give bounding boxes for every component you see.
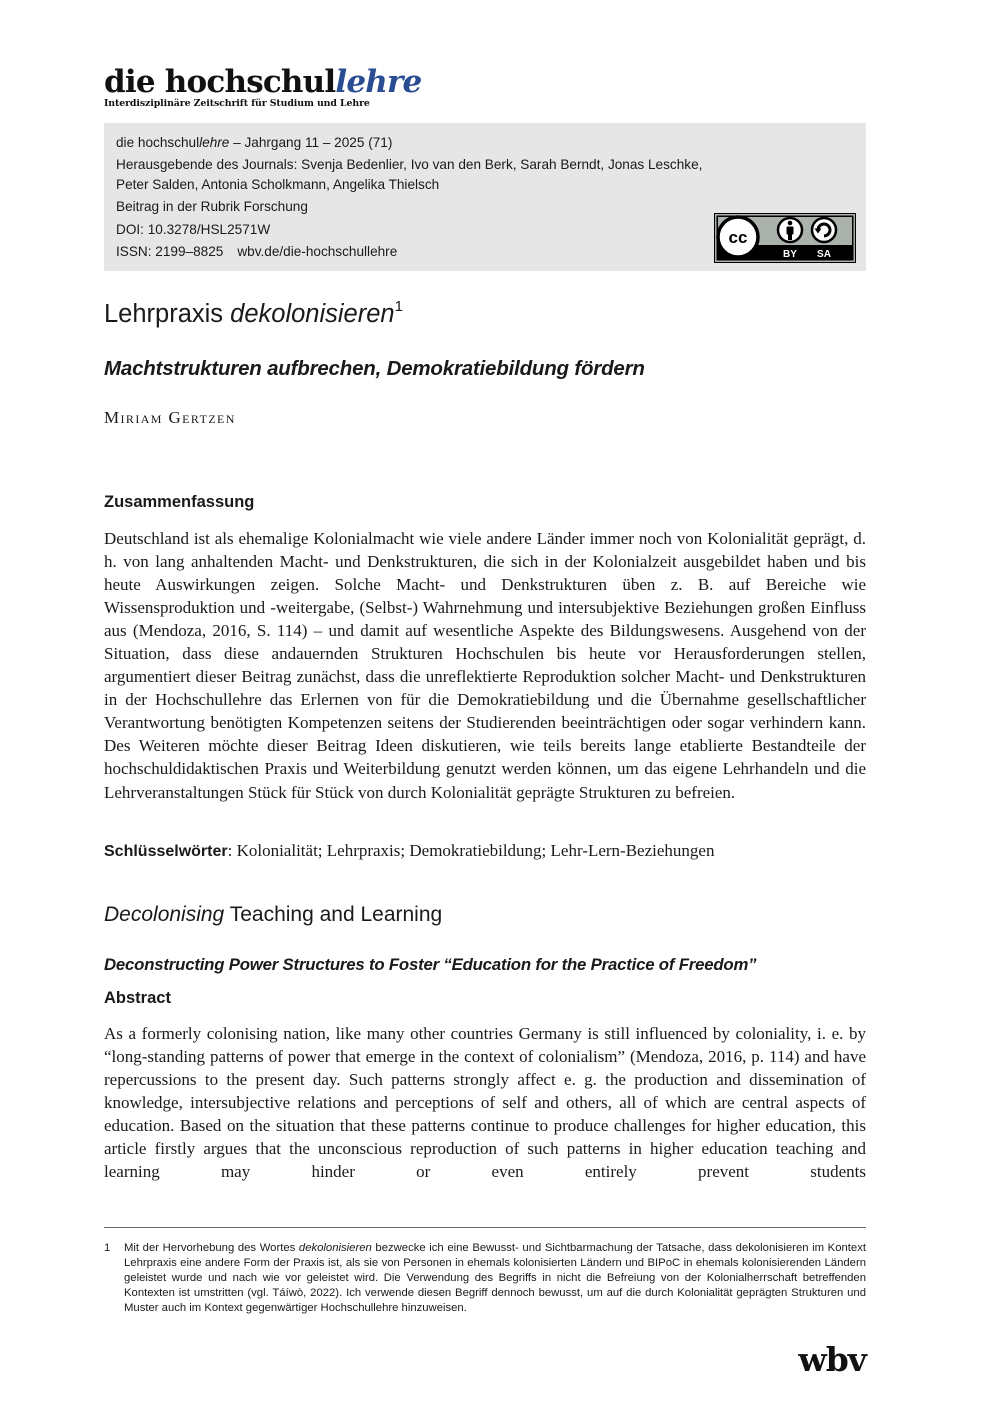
footnote-text: Mit der Hervorhebung des Wortes dekolonisieren bezwecke ich eine Bewusst- und Sichtbarmachung der Tatsache, dass dekolonisieren im Kontext Lehrpraxis eine andere Form der Praxis ist, als sie von Personen in ehemals kolonisierten Ländern und BIPoC in ehemals kolonisierenden Ländern geleistet wurde und nach wie vor geleistet wird. Die Verwendung des Begriffs in nicht die Befreiung von der Kolonialherrschaft betreffenden Kontexten ist umstritten (vgl. Táíwò, 2022). Ich verwende diesen Begriff dennoch bewusst, um auf die durch Kolonialität geprägten Strukturen und Muster auch im Kontext gegenwärtiger Hochschullehre hinzuweisen. [124,1242,866,1314]
article-doi[interactable]: DOI: 10.3278/HSL2571W [116,221,271,237]
abstract-text: As a formerly colonising nation, like many other countries Germany is still influenced by coloniality, i. e. by “long-standing patterns of power that emerge in the context of colonialism” (Mendoza, 2016, p. 114) and have repercussions to the present day. Such patterns strongly affect e. g. the production and dissemination of knowledge, intersubjective relations and perceptions of self and others, all of which are central aspects of education. Based on the situation that these patterns continue to produce challenges for higher education, this article firstly argues that the unconscious reproduction of such patterns in higher education teaching and learning may hinder or even entirely prevent students [104,1024,866,1182]
footnote-marker[interactable]: 1 [394,298,403,315]
footnote [104,1241,866,1316]
article-author: Miriam Gertzen [104,408,236,427]
english-title: Decolonising Teaching and Learning [104,903,443,926]
english-subtitle: Deconstructing Power Structures to Foster “Education for the Practice of Freedom” [104,955,757,974]
cc-by-sa-icon[interactable] [714,213,856,263]
article-rubric: Beitrag in der Rubrik Forschung [116,199,308,215]
publisher-logo: wbv [798,1340,866,1379]
svg-text:SA: SA [817,249,831,260]
svg-text:cc: cc [728,228,748,247]
article-title: Lehrpraxis dekolonisieren$^1$ [104,298,403,328]
keywords-label: Schlüsselwörter [104,843,228,860]
footnote-divider [104,1227,866,1228]
zusammenfassung-heading: Zusammenfassung [104,493,255,511]
svg-text:BY: BY [783,249,797,260]
article-subtitle: Machtstrukturen aufbrechen, Demokratiebildung fördern [104,357,645,380]
journal-issue-line: die hochschullehre – Jahrgang 11 – 2025 (71) [116,135,393,150]
abstract-heading: Abstract [104,989,171,1007]
footnote-number: 1 [104,1242,111,1254]
journal-logo: die hochschullehre [104,64,422,100]
journal-website-link[interactable]: wbv.de/die-hochschullehre [237,244,398,260]
journal-editors-line-2: Peter Salden, Antonia Scholkmann, Angelika Thielsch [116,176,440,192]
journal-editors-line-1: Herausgebende des Journals: Svenja Bedenlier, Ivo van den Berk, Sarah Berndt, Jonas Leschke, [116,156,703,172]
zusammenfassung-text: Deutschland ist als ehemalige Kolonialmacht wie viele andere Länder immer noch von Kolonialität geprägt, d. h. von lang anhaltenden Macht- und Denkstrukturen, die sich in der Kolonialzeit ausgebildet haben und bis heute Auswirkungen zeigen. Solche Macht- und Denkstrukturen üben z. B. auf Bereiche wie Wissensproduktion und -weitergabe, (Selbst-) Wahrnehmung und intersubjektive Beziehungen großen Einfluss aus (Mendoza, 2016, S. 114) – und damit auf wesentliche Aspekte des Bildungswesens. Ausgehend von der Situation, dass diese andauernden Strukturen Hochschulen bis heute vor Herausforderungen stellen, argumentiert dieser Beitrag zunächst, dass die unreflektierte Reproduktion solcher Macht- und Denkstrukturen in der Hochschullehre das Erlernen von für die Demokratiebildung und die Übernahme gesellschaftlicher Verantwortung benötigten Kompetenzen seitens der Studierenden beeinträchtigen oder sogar verhindern kann. Des Weiteren möchte dieser Beitrag Ideen diskutieren, wie teils bereits lange etablierte Bestandteile der hochschuldidaktischen Praxis und Weiterbildung genutzt werden können, um das eigene Lehrhandeln und die Lehrveranstaltungen Stück für Stück von durch Kolonialität geprägte Strukturen zu befreien. [104,529,866,802]
journal-info-box [104,123,866,271]
keywords-line [104,841,866,861]
journal-logo-subtitle: Interdisziplinäre Zeitschrift für Studium und Lehre [104,98,370,109]
journal-masthead [104,66,434,110]
keywords-list: : Kolonialität; Lehrpraxis; Demokratiebildung; Lehr-Lern-Beziehungen [227,841,715,860]
journal-issn: ISSN: 2199–8825 [116,244,224,260]
